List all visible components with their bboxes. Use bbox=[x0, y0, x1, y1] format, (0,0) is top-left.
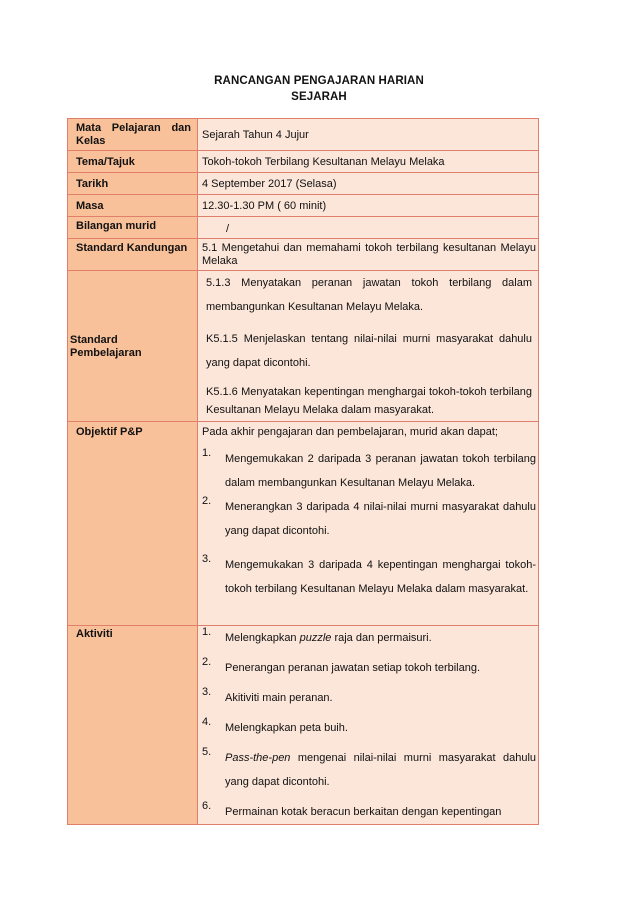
row-standard-pembelajaran bbox=[68, 271, 539, 422]
row-tarikh bbox=[68, 173, 539, 195]
value-tarikh: 4 September 2017 (Selasa) bbox=[202, 177, 337, 190]
standard-pembelajaran-k516: K5.1.6 Menyatakan kepentingan menghargai tokoh-tokoh terbilang Kesultanan Melayu Melaka dalam masyarakat. bbox=[206, 386, 532, 416]
lesson-plan-table bbox=[67, 118, 539, 825]
list-item: 2. Penerangan peranan jawatan setiap tokoh terbilang. bbox=[202, 656, 481, 674]
list-item: 5. Pass-the-pen mengenai nilai-nilai murni masyarakat dahulu yang dapat dicontohi. bbox=[202, 746, 536, 788]
value-standard-kandungan: 5.1 Mengetahui dan memahami tokoh terbilang kesultanan Melayu Melaka bbox=[202, 242, 536, 267]
row-mata-pelajaran bbox=[68, 119, 539, 151]
value-bilangan-murid: / bbox=[226, 223, 230, 235]
label-mata-pelajaran: Mata Pelajaran dan Kelas bbox=[76, 122, 191, 147]
label-masa: Masa bbox=[76, 199, 104, 212]
row-aktiviti bbox=[68, 626, 539, 825]
value-tema: Tokoh-tokoh Terbilang Kesultanan Melayu Melaka bbox=[202, 155, 445, 168]
row-objektif bbox=[68, 422, 539, 626]
document-title: RANCANGAN PENGAJARAN HARIAN bbox=[214, 75, 424, 87]
label-bilangan-murid: Bilangan murid bbox=[76, 220, 157, 232]
document-subtitle: SEJARAH bbox=[291, 91, 347, 103]
row-standard-kandungan bbox=[68, 239, 539, 271]
objektif-intro: Pada akhir pengajaran dan pembelajaran, murid akan dapat; bbox=[202, 426, 498, 438]
list-item: 4. Melengkapkan peta buih. bbox=[202, 716, 348, 734]
list-item: 6. Permainan kotak beracun berkaitan dengan kepentingan bbox=[202, 800, 502, 818]
list-item: 1. Mengemukakan 2 daripada 3 peranan jawatan tokoh terbilang dalam membangunkan Kesultanan Melayu Melaka. bbox=[202, 447, 536, 489]
list-item: 3. Mengemukakan 3 daripada 4 kepentingan menghargai tokoh-tokoh terbilang Kesultanan Melayu Melaka dalam masyarakat. bbox=[202, 553, 536, 595]
list-item: 1. Melengkapkan puzzle raja dan permaisuri. bbox=[202, 626, 432, 644]
list-item: 3. Akitiviti main peranan. bbox=[202, 686, 333, 704]
label-standard-pembelajaran: Standard Pembelajaran bbox=[70, 333, 142, 359]
label-tarikh: Tarikh bbox=[76, 177, 109, 190]
row-masa bbox=[68, 195, 539, 217]
row-bilangan-murid bbox=[68, 217, 539, 239]
list-item: 2. Menerangkan 3 daripada 4 nilai-nilai murni masyarakat dahulu yang dapat dicontohi. bbox=[202, 495, 536, 537]
row-tema bbox=[68, 151, 539, 173]
value-mata-pelajaran: Sejarah Tahun 4 Jujur bbox=[202, 128, 309, 141]
aktiviti-list bbox=[198, 626, 538, 824]
label-objektif: Objektif P&P bbox=[76, 426, 143, 438]
value-masa: 12.30-1.30 PM ( 60 minit) bbox=[202, 199, 327, 212]
label-tema: Tema/Tajuk bbox=[76, 155, 135, 168]
label-aktiviti: Aktiviti bbox=[76, 628, 113, 640]
label-standard-kandungan: Standard Kandungan bbox=[76, 242, 188, 254]
standard-pembelajaran-513: 5.1.3 Menyatakan peranan jawatan tokoh terbilang dalam membangunkan Kesultanan Melayu Melaka. bbox=[206, 277, 532, 313]
standard-pembelajaran-k515: K5.1.5 Menjelaskan tentang nilai-nilai murni masyarakat dahulu yang dapat dicontohi. bbox=[206, 333, 532, 369]
